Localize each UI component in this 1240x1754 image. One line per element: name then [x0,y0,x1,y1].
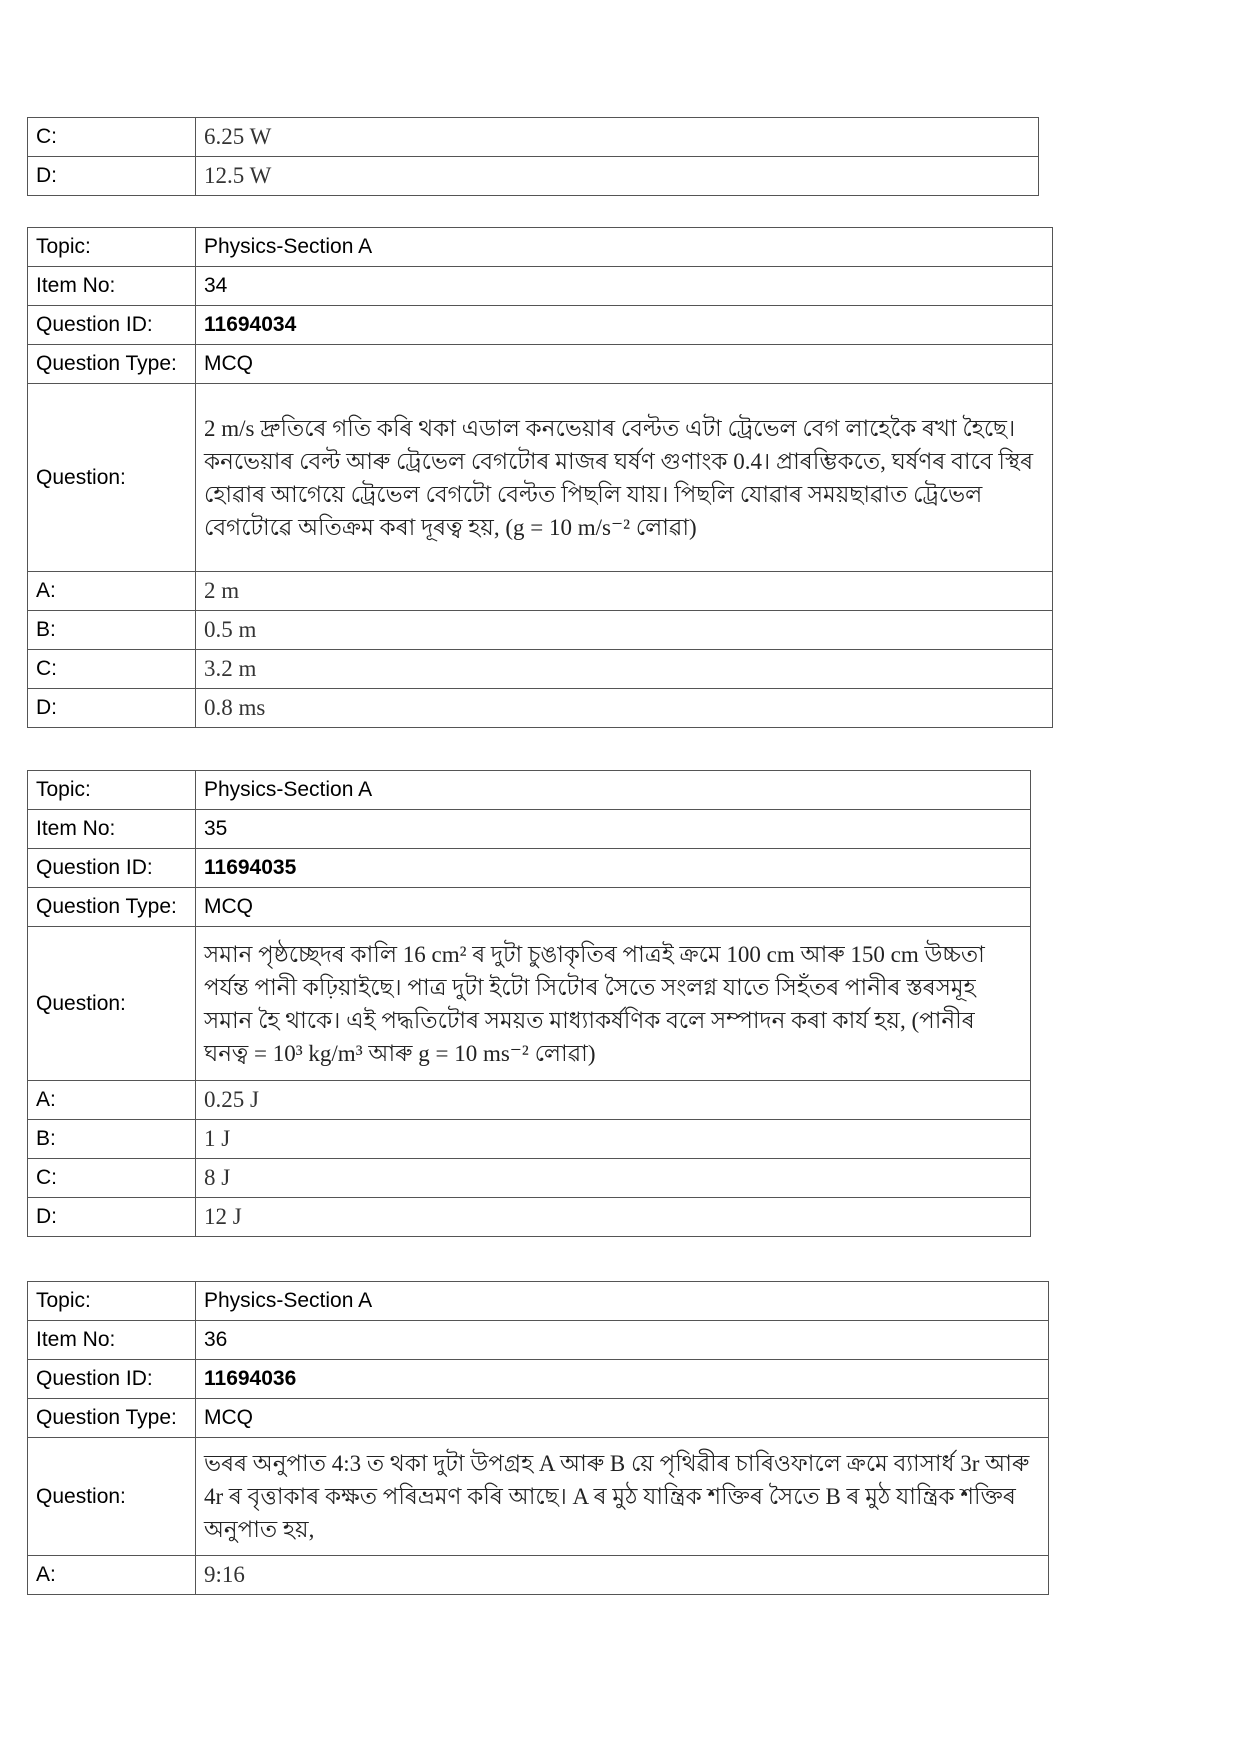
option-value: 8 J [196,1159,1031,1198]
item-no-label: Item No: [28,1321,196,1360]
option-row-b [28,611,1053,650]
topic-value: Physics-Section A [196,771,1031,810]
option-label: B: [28,611,196,650]
item-no-label: Item No: [28,267,196,306]
option-value: 9:16 [196,1556,1049,1595]
option-value: 0.25 J [196,1081,1031,1120]
question-table-36 [27,1281,1049,1595]
question-id-label: Question ID: [28,849,196,888]
question-id-value: 11694034 [196,306,1053,345]
item-no-value: 34 [196,267,1053,306]
question-id-row [28,306,1053,345]
question-row [28,384,1053,572]
topic-row [28,1282,1049,1321]
topic-label: Topic: [28,228,196,267]
prev-question-table [27,117,1039,196]
question-id-label: Question ID: [28,1360,196,1399]
option-label: A: [28,572,196,611]
question-id-value: 11694036 [196,1360,1049,1399]
question-text: ভৰৰ অনুপাত 4:3 ত থকা দুটা উপগ্ৰহ A আৰু B য়ে পৃথিৱীৰ চাৰিওফালে ক্ৰমে ব্যাসাৰ্ধ 3r আৰু 4r ৰ বৃত্তাকাৰ কক্ষত পৰিভ্ৰমণ কৰি আছে। A ৰ মুঠ যান্ত্ৰিক শক্তিৰ সৈতে B ৰ মুঠ যান্ত্ৰিক শক্তিৰ অনুপাত হয়, [196,1438,1049,1556]
item-no-label: Item No: [28,810,196,849]
option-label: D: [28,157,196,196]
topic-value: Physics-Section A [196,1282,1049,1321]
option-row-d [28,689,1053,728]
item-no-value: 36 [196,1321,1049,1360]
question-type-row [28,1399,1049,1438]
question-row [28,1438,1049,1556]
question-type-value: MCQ [196,345,1053,384]
topic-row [28,771,1031,810]
option-label: D: [28,1198,196,1237]
question-id-row [28,1360,1049,1399]
question-text: সমান পৃষ্ঠচ্ছেদৰ কালি 16 cm² ৰ দুটা চুঙাকৃতিৰ পাত্ৰই ক্ৰমে 100 cm আৰু 150 cm উচ্চতা পৰ্যন্ত পানী কঢ়িয়াইছে। পাত্ৰ দুটা ইটো সিটোৰ সৈতে সংলগ্ন যাতে সিহঁতৰ পানীৰ স্তৰসমূহ সমান হৈ থাকে। এই পদ্ধতিটোৰ সময়ত মাধ্যাকৰ্ষণিক বলে সম্পাদন কৰা কাৰ্য হয়, (পানীৰ ঘনত্ব = 10³ kg/m³ আৰু g = 10 ms⁻² লোৱা) [196,927,1031,1081]
question-row [28,927,1031,1081]
question-type-value: MCQ [196,888,1031,927]
topic-value: Physics-Section A [196,228,1053,267]
topic-label: Topic: [28,1282,196,1321]
topic-row [28,228,1053,267]
question-id-label: Question ID: [28,306,196,345]
option-value: 12.5 W [196,157,1039,196]
item-no-row [28,267,1053,306]
question-type-label: Question Type: [28,345,196,384]
option-value: 6.25 W [196,118,1039,157]
option-value: 3.2 m [196,650,1053,689]
question-label: Question: [28,1438,196,1556]
question-type-label: Question Type: [28,888,196,927]
option-label: C: [28,118,196,157]
option-row-a [28,572,1053,611]
option-label: A: [28,1081,196,1120]
item-no-row [28,1321,1049,1360]
option-value: 1 J [196,1120,1031,1159]
option-label: D: [28,689,196,728]
question-id-row [28,849,1031,888]
item-no-value: 35 [196,810,1031,849]
option-value: 0.5 m [196,611,1053,650]
option-value: 12 J [196,1198,1031,1237]
topic-label: Topic: [28,771,196,810]
item-no-row [28,810,1031,849]
option-label: C: [28,650,196,689]
option-row-a [28,1556,1049,1595]
option-row-d [28,157,1039,196]
option-label: A: [28,1556,196,1595]
option-row-d [28,1198,1031,1237]
option-value: 0.8 ms [196,689,1053,728]
option-row-c [28,1159,1031,1198]
option-row-a [28,1081,1031,1120]
question-type-row [28,888,1031,927]
question-label: Question: [28,927,196,1081]
question-type-label: Question Type: [28,1399,196,1438]
question-label: Question: [28,384,196,572]
option-label: B: [28,1120,196,1159]
question-table-34 [27,227,1053,728]
option-row-b [28,1120,1031,1159]
question-id-value: 11694035 [196,849,1031,888]
option-row-c [28,650,1053,689]
question-table-35 [27,770,1031,1237]
question-type-value: MCQ [196,1399,1049,1438]
option-row-c [28,118,1039,157]
question-text: 2 m/s দ্রুতিৰে গতি কৰি থকা এডাল কনভেয়াৰ বেল্টত এটা ট্ৰেভেল বেগ লাহেকৈ ৰখা হৈছে। কনভেয়াৰ বেল্ট আৰু ট্ৰেভেল বেগটোৰ মাজৰ ঘৰ্ষণ গুণাংক 0.4। প্ৰাৰম্ভিকতে, ঘৰ্ষণৰ বাবে স্থিৰ হোৱাৰ আগেয়ে ট্ৰেভেল বেগটো বেল্টত পিছলি যায়। পিছলি যোৱাৰ সময়ছাৱাত ট্ৰেভেল বেগটোৱে অতিক্ৰম কৰা দূৰত্ব হয়, (g = 10 m/s⁻² লোৱা) [196,384,1053,572]
option-label: C: [28,1159,196,1198]
question-type-row [28,345,1053,384]
option-value: 2 m [196,572,1053,611]
